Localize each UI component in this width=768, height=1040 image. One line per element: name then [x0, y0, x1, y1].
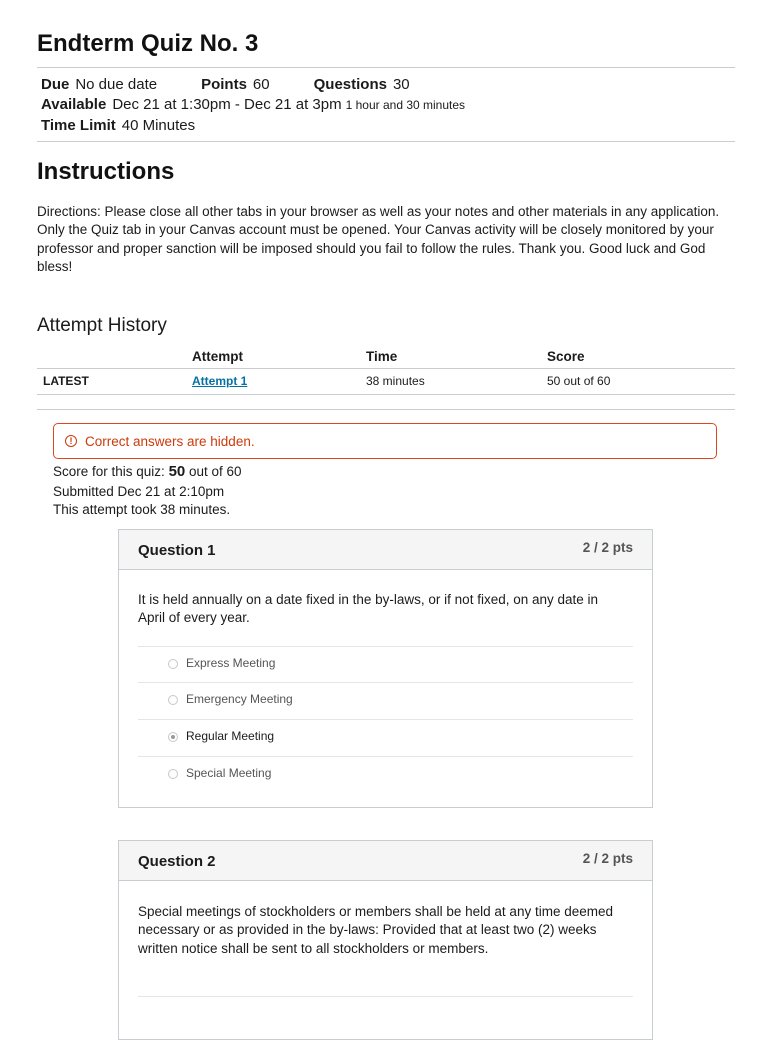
- warning-circle-icon: !: [65, 435, 77, 447]
- question-text: Special meetings of stockholders or members shall be held at any time deemed necessary or as provided in the by-laws: Provided that at least two (2) weeks written notice shall be sent to all stockholders or members.: [138, 904, 613, 956]
- column-header-score: Score: [547, 349, 585, 364]
- divider: [37, 67, 735, 68]
- due-value: No due date: [75, 76, 158, 93]
- attempt-1-link[interactable]: Attempt 1: [192, 374, 248, 388]
- due-label: Due: [41, 76, 70, 93]
- question-title: Question 2: [138, 853, 216, 870]
- attempt-score: 50 out of 60: [547, 374, 611, 388]
- answer-option[interactable]: [138, 996, 633, 1032]
- question-header: [119, 841, 652, 881]
- question-header: [119, 530, 652, 570]
- radio-button[interactable]: [168, 659, 178, 669]
- column-header-attempt: Attempt: [192, 349, 243, 364]
- page-title: Endterm Quiz No. 3: [37, 30, 259, 57]
- radio-button[interactable]: [168, 769, 178, 779]
- available-duration: 1 hour and 30 minutes: [345, 98, 466, 112]
- points-label: Points: [201, 76, 247, 93]
- divider: [37, 141, 735, 142]
- answer-option[interactable]: [138, 646, 633, 682]
- quiz-meta-row-2: [41, 96, 465, 113]
- question-points: 2 / 2 pts: [582, 851, 633, 866]
- instructions-text: Directions: Please close all other tabs in your browser as well as your notes and other materials in any application. Only the Quiz tab in your Canvas account must be opened. Your Canvas activity will be closely monitored by your professor and proper sanction will be imposed should you fail to follow the rules. Thank you. Good luck and God bless!: [37, 204, 720, 274]
- question-text: It is held annually on a date fixed in the by-laws, or if not fixed, on any date in April of every year.: [138, 592, 599, 626]
- score-prefix: Score for this quiz:: [53, 464, 165, 479]
- questions-value: 30: [392, 76, 410, 93]
- answer-option-selected[interactable]: [138, 719, 633, 755]
- answer-label: Regular Meeting: [186, 729, 275, 743]
- questions-label: Questions: [313, 76, 387, 93]
- question-points: 2 / 2 pts: [582, 540, 633, 555]
- answer-option[interactable]: [138, 682, 633, 718]
- instructions-title: Instructions: [37, 158, 175, 185]
- attempt-time: 38 minutes: [366, 374, 425, 388]
- question-card-1: [118, 529, 653, 808]
- correct-answers-hidden-alert: [53, 423, 717, 459]
- available-label: Available: [41, 96, 107, 113]
- quiz-meta-row-3: [41, 117, 195, 134]
- section-divider: [37, 409, 735, 410]
- answer-option[interactable]: [138, 756, 633, 792]
- radio-button[interactable]: [168, 695, 178, 705]
- answer-label: Emergency Meeting: [186, 692, 293, 706]
- column-header-time: Time: [366, 349, 398, 364]
- quiz-meta-row-1: [41, 76, 410, 93]
- score-value: 50: [168, 463, 186, 480]
- available-value: Dec 21 at 1:30pm - Dec 21 at 3pm: [112, 96, 342, 113]
- answer-label: Special Meeting: [186, 766, 272, 780]
- score-suffix: out of 60: [189, 464, 242, 479]
- answer-label: Express Meeting: [186, 656, 276, 670]
- latest-label: LATEST: [43, 374, 89, 388]
- time-limit-label: Time Limit: [41, 117, 116, 134]
- time-limit-value: 40 Minutes: [121, 117, 196, 134]
- attempt-duration-text: This attempt took 38 minutes.: [53, 502, 231, 517]
- radio-button-selected[interactable]: [168, 732, 178, 742]
- attempt-history-title: Attempt History: [37, 315, 167, 336]
- submitted-text: Submitted Dec 21 at 2:10pm: [53, 484, 225, 499]
- points-value: 60: [252, 76, 270, 93]
- question-title: Question 1: [138, 542, 216, 559]
- alert-text: Correct answers are hidden.: [85, 434, 255, 449]
- quiz-score-line: [53, 463, 242, 480]
- question-card-2: [118, 840, 653, 1040]
- table-row-divider: [37, 394, 735, 395]
- table-header-divider: [37, 368, 735, 369]
